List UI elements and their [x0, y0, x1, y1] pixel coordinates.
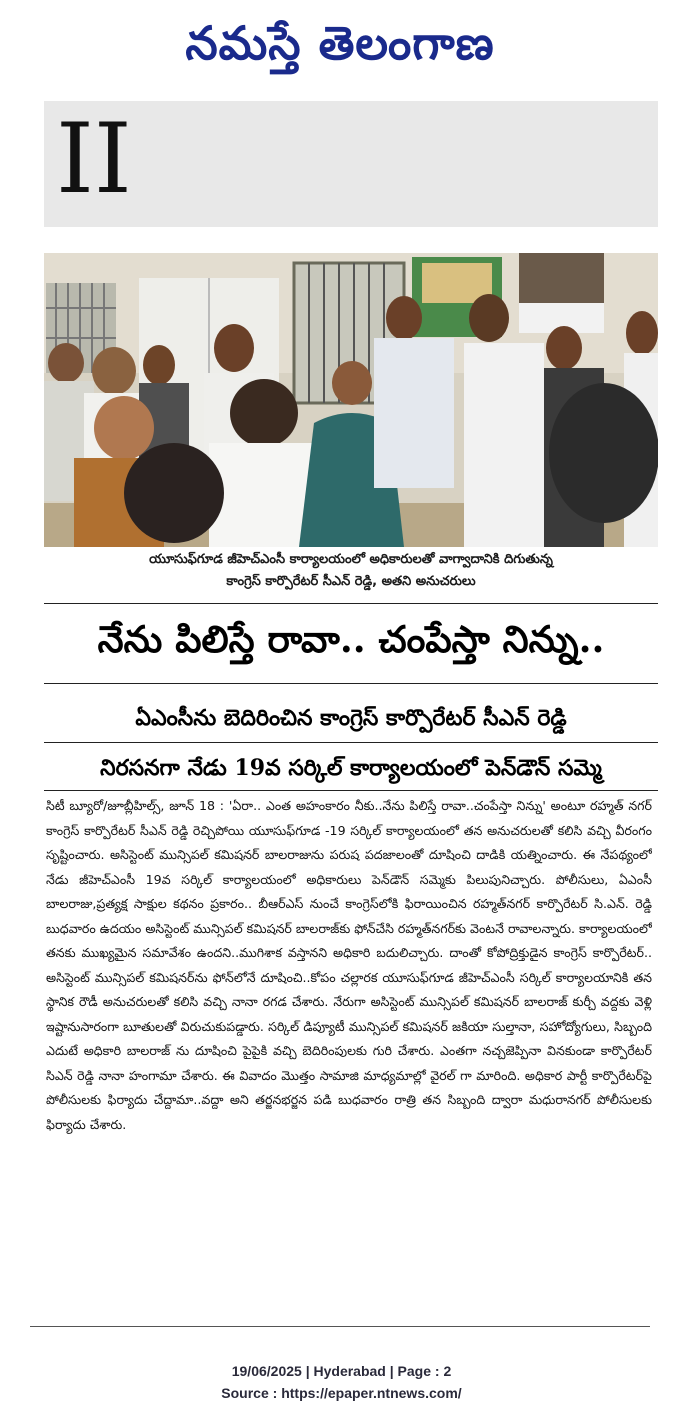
divider	[44, 683, 658, 684]
caption-line-2: కాంగ్రెస్ కార్పొరేటర్ సీఎన్ రెడ్డి, అతని అనుచరులు	[226, 574, 476, 589]
photo-caption	[44, 549, 658, 599]
divider	[44, 790, 658, 791]
page-footer	[0, 1360, 683, 1404]
divider	[44, 603, 658, 604]
divider	[44, 742, 658, 743]
newspaper-masthead: నమస్తే తెలంగాణ	[185, 16, 495, 70]
caption-line-1: యూసుఫ్‌గూడ జీహెచ్‌ఎంసీ కార్యాలయంలో అధికారులతో వాగ్వాదానికి దిగుతున్న	[149, 552, 553, 567]
headline: నేను పిలిస్తే రావా.. చంపేస్తా నిన్ను..	[97, 617, 605, 661]
divider	[30, 1326, 650, 1327]
footer-date-line: 19/06/2025 | Hyderabad | Page : 2	[231, 1363, 452, 1379]
page-numeral: II	[56, 103, 132, 215]
news-photo	[44, 253, 658, 547]
subheadline: ఏఎంసీను బెదిరించిన కాంగ్రెస్ కార్పొరేటర్ సీఎన్ రెడ్డి	[135, 705, 567, 731]
subheadline-2: నిరసనగా నేడు 19వ సర్కిల్ కార్యాలయంలో పెన్‌డౌన్ సమ్మె	[100, 755, 602, 781]
article-body: సిటీ బ్యూరో/జూబ్లీహిల్స్, జూన్ 18 : 'ఏరా.. ఎంత అహంకారం నీకు..నేను పిలిస్తే రావా..చంపేస్తా నిన్ను' అంటూ రహ్మత్ నగర్ కాంగ్రెస్ కార్పొరేటర్ సీఎన్ రెడ్డి రెచ్చిపోయి యూసుఫ్‌గూడ -19 సర్కిల్ కార్యాలయంలో తన అనుచరులతో కలిసి వచ్చి వీరంగం సృష్టించారు. అసిస్టెంట్ మున్సిపల్ కమిషనర్ బాలరాజును పరుష పదజాలంతో దూషించి దాడికి యత్నించారు. ఈ నేపథ్యంలో నేడు జీహెచ్‌ఎంసీ 19వ సర్కిల్ కార్యాలయంలో అధికారులు పెన్‌డౌన్ సమ్మెకు పిలుపునిచ్చారు. పోలీసులు, ఏఎంసీ బాలరాజు,ప్రత్యక్ష సాక్షుల కథనం ప్రకారం.. బీఆర్‌ఎస్ నుంచే కాంగ్రెస్‌లోకి ఫిరాయించిన రహ్మత్‌నగర్ కార్పొరేటర్ సి.ఎన్. రెడ్డి బుధవారం ఉదయం అసిస్టెంట్ మున్సిపల్ కమిషనర్ బాలరాజ్‌కు ఫోన్‌చేసి రహ్మత్‌నగర్‌కు వెంటనే రావాలన్నారు. కార్యాలయంలో తనకు ముఖ్యమైన సమావేశం ఉందని..ముగిశాక వస్తానని అధికారి బదులిచ్చారు. దాంతో కోపోద్రిక్తుడైన కాంగ్రెస్ కార్పొరేటర్.. అసిస్టెంట్ మున్సిపల్ కమిషనర్‌ను ఫోన్‌లోనే దూషించి..కోపం చల్లారక యూసుఫ్‌గూడ జీహెచ్‌ఎంసీ సర్కిల్ కార్యాలయానికి తన స్థానిక రౌడీ అనుచరులతో కలిసి వచ్చి నానా రగడ చేశారు. నేరుగా అసిస్టెంట్ మున్సిపల్ కమిషనర్ బాలరాజ్ కుర్చీ వద్దకు వెళ్లి ఇష్టానుసారంగా బూతులతో విరుచుకుపడ్డారు. సర్కిల్ డిప్యూటీ మున్సిపల్ కమిషనర్ జకియా సుల్తానా, సహోద్యోగులు, సిబ్బంది ఎదుటే అధికారి బాలరాజ్ ను దూషించి పైపైకి వచ్చి బెదిరింపులకు గురి చేశారు. ఎంతగా నచ్చజెప్పినా వినకుండా కార్పొరేటర్ సిఎన్ రెడ్డి నానా హంగామా చేశారు. ఈ వివాదం మొత్తం సామాజి మాధ్యమాల్లో వైరల్ గా మారింది. అధికార పార్టీ కార్పొరేటర్‌పై పోలీసులకు ఫిర్యాదు చేద్దామా..వద్దా అని తర్జనభర్జన పడి బుధవారం రాత్రి తన సిబ్బంది ద్వారా మధురానగర్ పోలీసులకు ఫిర్యాదు చేశారు.	[46, 798, 652, 1132]
footer-source-line: Source : https://epaper.ntnews.com/	[221, 1385, 462, 1401]
